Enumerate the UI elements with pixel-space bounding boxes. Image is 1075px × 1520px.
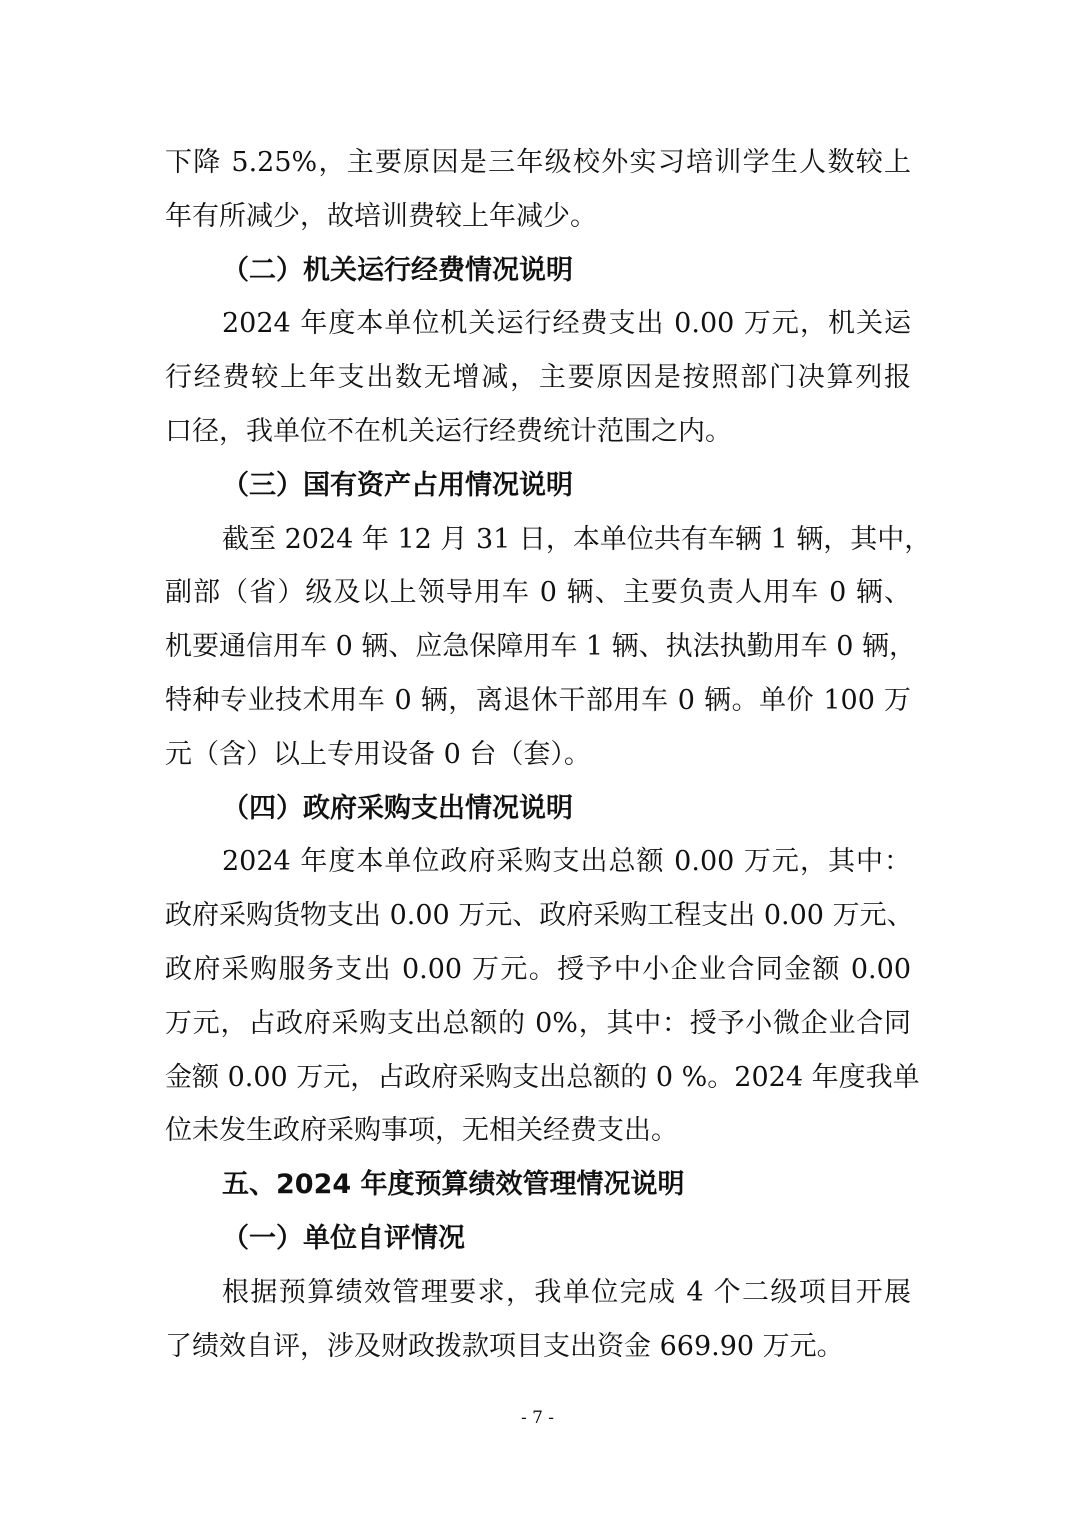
- text-line: 了绩效自评，涉及财政拨款项目支出资金 669.90 万元。: [165, 1330, 844, 1362]
- text-line: 根据预算绩效管理要求，我单位完成 4 个二级项目开展: [222, 1276, 911, 1308]
- section-heading: （三）国有资产占用情况说明: [222, 469, 573, 501]
- text-line: 副部（省）级及以上领导用车 0 辆、主要负责人用车 0 辆、: [165, 577, 911, 609]
- text-line: 政府采购货物支出 0.00 万元、政府采购工程支出 0.00 万元、: [165, 900, 914, 932]
- text-line: 位未发生政府采购事项，无相关经费支出。: [165, 1115, 678, 1147]
- text-line: 元（含）以上专用设备 0 台（套）。: [165, 738, 591, 770]
- text-line: 金额 0.00 万元，占政府采购支出总额的 0 %。2024 年度我单: [165, 1061, 920, 1093]
- text-line: 年有所减少，故培训费较上年减少。: [165, 200, 597, 232]
- text-line: 口径，我单位不在机关运行经费统计范围之内。: [165, 415, 732, 447]
- section-heading: （二）机关运行经费情况说明: [222, 254, 573, 286]
- page-number: - 7 -: [520, 1408, 555, 1428]
- text-line: 2024 年度本单位机关运行经费支出 0.00 万元，机关运: [222, 308, 911, 340]
- section-heading: 五、2024 年度预算绩效管理情况说明: [222, 1169, 685, 1201]
- text-line: 特种专业技术用车 0 辆，离退休干部用车 0 辆。单价 100 万: [165, 684, 911, 716]
- text-line: 万元，占政府采购支出总额的 0%，其中：授予小微企业合同: [165, 1007, 911, 1039]
- document-body: [165, 136, 932, 1373]
- text-line: 截至 2024 年 12 月 31 日，本单位共有车辆 1 辆，其中，: [222, 523, 932, 555]
- section-heading: （四）政府采购支出情况说明: [222, 792, 573, 824]
- section-heading: （一）单位自评情况: [222, 1222, 465, 1254]
- text-line: 行经费较上年支出数无增减，主要原因是按照部门决算列报: [165, 362, 911, 394]
- text-line: 政府采购服务支出 0.00 万元。授予中小企业合同金额 0.00: [165, 953, 911, 985]
- text-line: 下降 5.25%，主要原因是三年级校外实习培训学生人数较上: [165, 147, 911, 178]
- text-line: 机要通信用车 0 辆、应急保障用车 1 辆、执法执勤用车 0 辆，: [165, 631, 917, 663]
- text-line: 2024 年度本单位政府采购支出总额 0.00 万元，其中：: [222, 846, 911, 878]
